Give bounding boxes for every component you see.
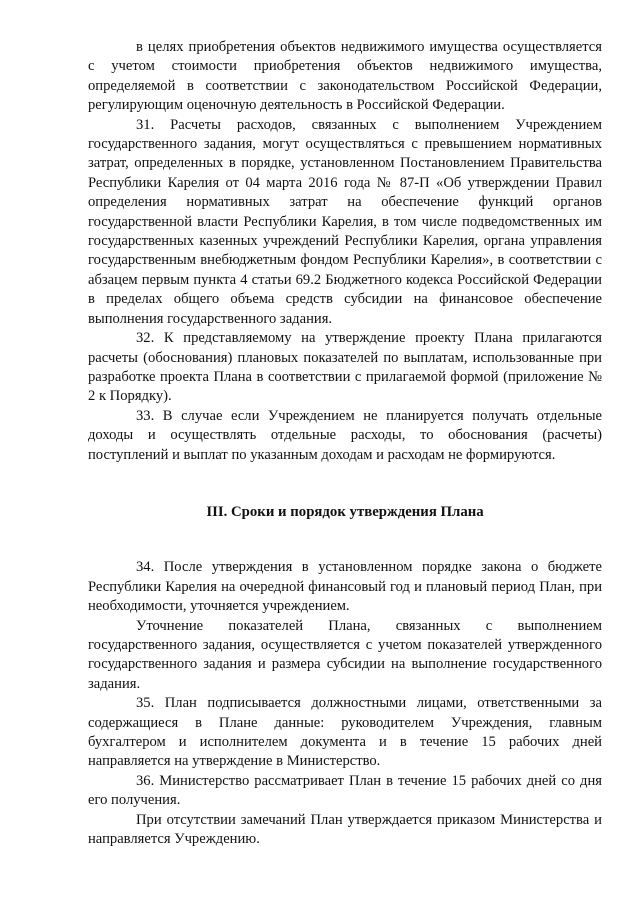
paragraph-32: 32. К представляемому на утверждение проекту Плана прилагаются расчеты (обоснования) плановых показателей по выплатам, использованные при разработке проекта Плана в соответствии с прилагаемой формой (приложение № 2 к Порядку). bbox=[88, 330, 602, 405]
paragraph-34: 34. После утверждения в установленном порядке закона о бюджете Республики Карелия на очередной финансовый год и плановый период План, при необходимости, уточняется учреждением. bbox=[88, 559, 602, 615]
paragraph-36: 36. Министерство рассматривает План в течение 15 рабочих дней со дня его получения. bbox=[88, 772, 602, 809]
paragraph-approval: При отсутствии замечаний План утверждается приказом Министерства и направляется Учреждению. bbox=[88, 811, 602, 848]
section-title: III. Сроки и порядок утверждения Плана bbox=[206, 503, 484, 520]
paragraph-35: 35. План подписывается должностными лицами, ответственными за содержащиеся в Плане данные: руководителем Учреждения, главным бухгалтером и исполнителем документа и в течение 15 рабочих дней направляется на утверждение в Министерство. bbox=[88, 695, 602, 770]
document-page bbox=[88, 38, 602, 849]
paragraph-refinement: Уточнение показателей Плана, связанных с выполнением государственного задания, осуществляется с учетом показателей утвержденного государственного задания и размера субсидии на выполнение государственного задания. bbox=[88, 617, 602, 692]
paragraph-31: 31. Расчеты расходов, связанных с выполнением Учреждением государственного задания, могут осуществляться с превышением нормативных затрат, определенных в порядке, установленном Постановлением Правительства Республики Карелия от 04 марта 2016 года № 87-П «Об утверждении Правил определения нормативных затрат на обеспечение функций органов государственной власти Республики Карелия, в том числе подведомственных им государственных казенных учреждений Республики Карелия, органа управления государственным внебюджетным фондом Республики Карелия», в соответствии с абзацем первым пункта 4 статьи 69.2 Бюджетного кодекса Российской Федерации в пределах общего объема средств субсидии на финансовое обеспечение выполнения государственного задания. bbox=[88, 116, 602, 327]
paragraph-property-acquisition: в целях приобретения объектов недвижимого имущества осуществляется с учетом стоимости приобретения объектов недвижимого имущества, определяемой в соответствии с законодательством Российской Федерации, регулирующим оценочную деятельность в Российской Федерации. bbox=[88, 39, 602, 114]
paragraph-33: 33. В случае если Учреждением не планируется получать отдельные доходы и осуществлять отдельные расходы, то обоснования (расчеты) поступлений и выплат по указанным доходам и расходам не формируются. bbox=[88, 407, 602, 463]
